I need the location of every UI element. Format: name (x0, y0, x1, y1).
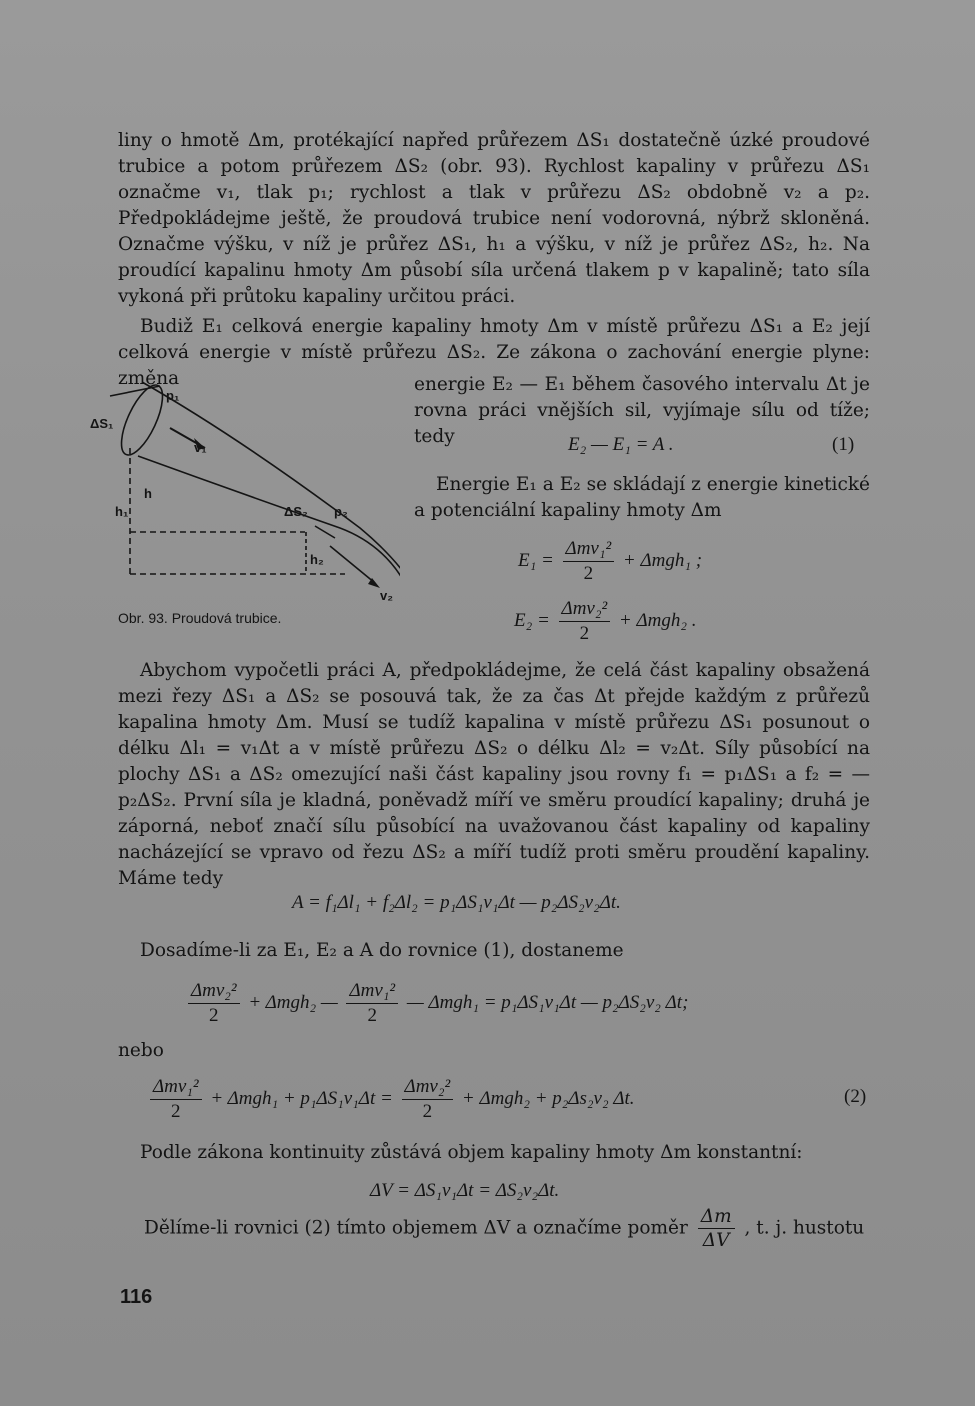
equation-work: A = f₁Δl₁ + f₂Δl₂ = p₁ΔS₁v₁Δt — p₂ΔS₂v₂Δt. (292, 892, 621, 913)
label-p2: p₂ (334, 504, 348, 519)
nebo-line: nebo (118, 1040, 164, 1061)
label-p1: p₁ (166, 388, 180, 403)
label-h1: h₁ (115, 504, 129, 519)
v2-line (330, 546, 375, 583)
work-section (118, 658, 870, 892)
label-v2: v₂ (380, 588, 394, 603)
equation-e1: E₁ = $\frac{\text{Δmv₁²}}{2}$ + Δmgh₁ ; (518, 538, 703, 584)
substitute-line: Dosadíme-li za E₁, E₂ a A do rovnice (1), dostaneme (140, 940, 624, 961)
label-h: h (144, 486, 152, 501)
equation-1-number: (1) (832, 434, 855, 455)
label-v1: v₁ (194, 440, 207, 455)
equation-volume: ΔV = ΔS₁v₁Δt = ΔS₂v₂Δt. (370, 1180, 560, 1201)
stream-tube-figure (90, 378, 400, 608)
intro-paragraph: liny o hmotě Δm, protékající napřed průřezem ΔS₁ dostatečně úzké proudové trubice a potom průřezem ΔS₂ (obr. 93). Rychlost kapaliny v průřezu ΔS₁ označme v₁, tlak p₁; rychlost a tlak v průřezu ΔS₂ obdobně v₂ a p₂. Předpokládejme ještě, že proudová trubice není vodorovná, nýbrž skloněná. Označme výšku, v níž je průřez ΔS₁, h₁ a výšku, v níž je průřez ΔS₂, h₂. Na proudící kapalinu hmoty Δm působí síla určená tlakem p v kapalině; tato síla vykoná při průtoku kapaliny určitou práci. (118, 130, 870, 307)
cross-section-1 (113, 380, 170, 461)
work-paragraph: Abychom vypočetli práci A, předpokládejme, že celá část kapaliny obsažená mezi řezy ΔS₁ a ΔS₂ se posouvá tak, že za čas Δt přejde každým z průřezů kapalina hmoty Δm. Musí se tudíž kapalina v místě průřezu ΔS₁ posunout o délku Δl₁ = v₁Δt a v místě průřezu ΔS₂ o délku Δl₂ = v₂Δt. Síly působící na plochy ΔS₁ a ΔS₂ omezující naši část kapaliny jsou rovny f₁ = p₁ΔS₁ a f₂ = — p₂ΔS₂. První síla je kladná, poněvadž míří ve směru proudící kapaliny; druhá je záporná, neboť značí sílu působící na uvažovanou část kapaliny od kapaliny nacházející se vpravo od řezu ΔS₂ a míří tudíž proti směru proudění kapaliny. Máme tedy (118, 660, 870, 889)
cross-section-2 (315, 526, 335, 538)
tube-upper-wall (142, 382, 400, 578)
kinetic-paragraph: Energie E₁ a E₂ se skládají z energie kinetické a potenciální kapaliny hmoty Δm (414, 474, 870, 521)
text-top (118, 128, 870, 392)
equation-2-number: (2) (844, 1086, 867, 1107)
figure-caption: Obr. 93. Proudová trubice. (118, 610, 282, 626)
equation-2: $\frac{\text{Δmv₁²}}{2}$ + Δmgh₁ + p₁ΔS₁v₁Δt = $\frac{\text{Δmv₂²}}{2}$ + Δmgh₂ + p₂Δs₂v₂ Δt. (146, 1076, 635, 1123)
continuity-line: Podle zákona kontinuity zůstává objem kapaliny hmoty Δm konstantní: (140, 1142, 803, 1163)
tube-lower-wall (138, 456, 400, 578)
last-line: Dělíme-li rovnici (2) tímto objemem ΔV a označíme poměr $\frac{\Delta m}{\Delta V}$ , t. j. hustotu (144, 1206, 865, 1251)
energy-paragraph: Budiž E₁ celková energie kapaliny hmoty Δm v místě průřezu ΔS₁ a E₂ její celková energie v místě průřezu ΔS₂. Ze zákona o zachování energie plyne: změna (118, 316, 870, 389)
equation-e2: E₂ = $\frac{\text{Δmv₂²}}{2}$ + Δmgh₂ . (514, 598, 697, 644)
dS1-leader (110, 386, 160, 396)
energy-paragraph-continued: energie E₂ — E₁ během časového intervalu Δt je rovna práci vnějších sil, vyjímaje sílu od tíže; tedy (414, 374, 870, 447)
label-dS2: ΔS₂ (284, 504, 308, 519)
label-h2: h₂ (310, 552, 324, 567)
label-dS1: ΔS₁ (90, 416, 114, 431)
equation-1: E₂ — E₁ = A . (568, 434, 674, 455)
equation-substituted: $\frac{\text{Δmv₂²}}{2}$ + Δmgh₂ — $\frac{\text{Δmv₁²}}{2}$ — Δmgh₁ = p₁ΔS₁v₁Δt — p₂ΔS₂v₂ Δt; (184, 980, 688, 1027)
page-number: 116 (120, 1286, 153, 1308)
